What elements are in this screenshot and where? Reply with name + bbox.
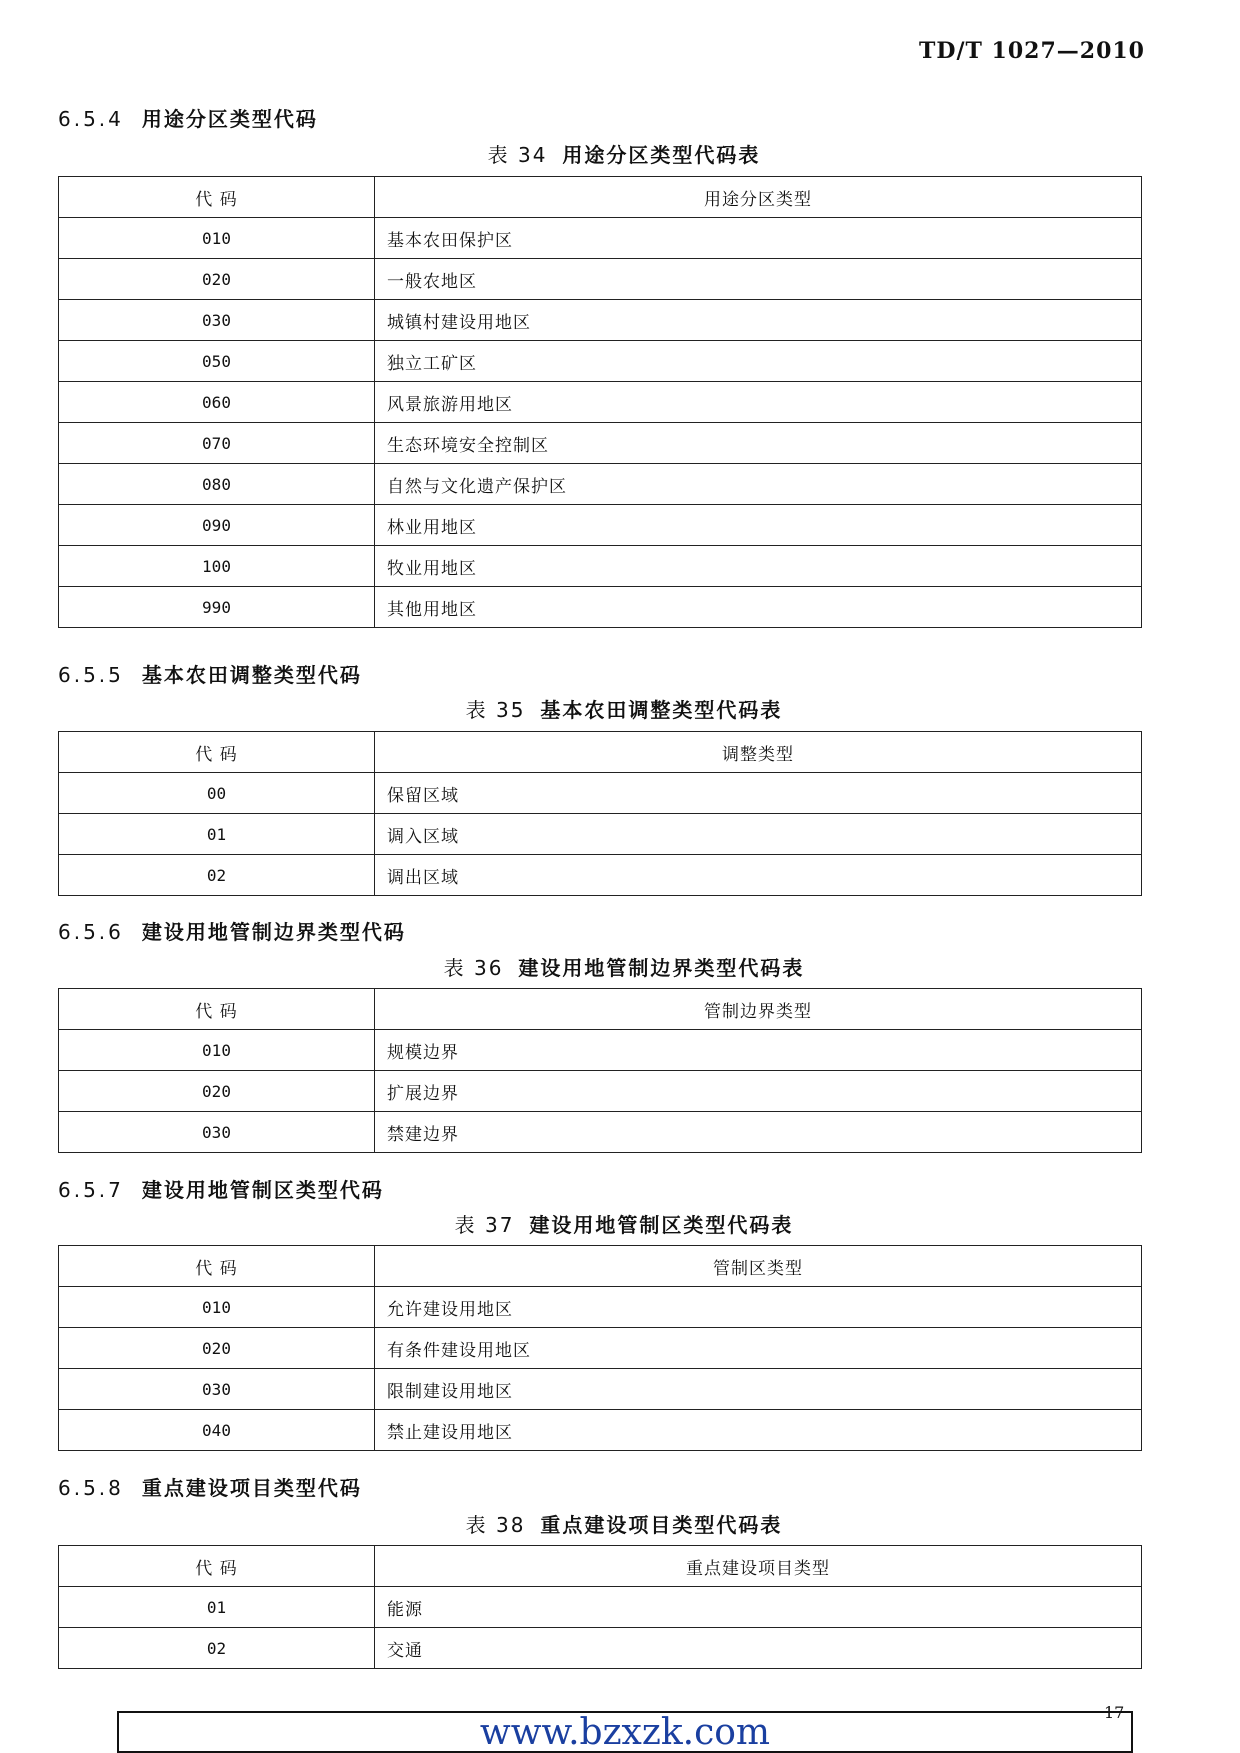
table-row: 070 生态环境安全控制区 [59, 423, 1142, 464]
table-row: 00 保留区域 [59, 773, 1142, 814]
header-type: 管制区类型 [375, 1246, 1142, 1287]
table-row: 100 牧业用地区 [59, 546, 1142, 587]
table-row: 080 自然与文化遗产保护区 [59, 464, 1142, 505]
table-row: 030 城镇村建设用地区 [59, 300, 1142, 341]
table-row: 020 扩展边界 [59, 1071, 1142, 1112]
table-header-row [59, 989, 1142, 1030]
standard-number: TD/T 1027—2010 [919, 38, 1145, 64]
table-caption: 表 37 建设用地管制区类型代码表 [454, 1213, 794, 1237]
header-type: 用途分区类型 [375, 177, 1142, 218]
header-code: 代 码 [59, 732, 375, 773]
table-row: 090 林业用地区 [59, 505, 1142, 546]
table-row: 01 调入区域 [59, 814, 1142, 855]
header-code: 代 码 [59, 1246, 375, 1287]
table-36 [58, 988, 1142, 1153]
table-caption: 表 38 重点建设项目类型代码表 [465, 1513, 783, 1537]
table-header-row [59, 732, 1142, 773]
page-number: 17 [1104, 1703, 1125, 1722]
table-header-row [59, 1246, 1142, 1287]
table-row: 010 规模边界 [59, 1030, 1142, 1071]
table-37 [58, 1245, 1142, 1451]
header-type: 管制边界类型 [375, 989, 1142, 1030]
table-caption: 表 35 基本农田调整类型代码表 [465, 698, 783, 722]
table-34 [58, 176, 1142, 628]
table-row: 02 交通 [59, 1628, 1142, 1669]
table-row: 060 风景旅游用地区 [59, 382, 1142, 423]
table-row: 050 独立工矿区 [59, 341, 1142, 382]
table-38 [58, 1545, 1142, 1669]
header-code: 代 码 [59, 989, 375, 1030]
table-header-row [59, 1546, 1142, 1587]
section-heading: 6.5.5 基本农田调整类型代码 [58, 663, 362, 687]
table-35 [58, 731, 1142, 896]
table-row: 030 禁建边界 [59, 1112, 1142, 1153]
header-code: 代 码 [59, 1546, 375, 1587]
section-heading: 6.5.4 用途分区类型代码 [58, 107, 318, 131]
table-row: 030 限制建设用地区 [59, 1369, 1142, 1410]
table-header-row [59, 177, 1142, 218]
section-heading: 6.5.7 建设用地管制区类型代码 [58, 1178, 384, 1202]
table-row: 990 其他用地区 [59, 587, 1142, 628]
table-caption: 表 34 用途分区类型代码表 [487, 143, 761, 167]
header-type: 重点建设项目类型 [375, 1546, 1142, 1587]
table-row: 02 调出区域 [59, 855, 1142, 896]
table-row: 010 允许建设用地区 [59, 1287, 1142, 1328]
section-heading: 6.5.8 重点建设项目类型代码 [58, 1476, 362, 1500]
table-row: 01 能源 [59, 1587, 1142, 1628]
watermark-link[interactable]: www.bzxzk.com [117, 1711, 1133, 1753]
header-type: 调整类型 [375, 732, 1142, 773]
section-heading: 6.5.6 建设用地管制边界类型代码 [58, 920, 406, 944]
table-row: 020 一般农地区 [59, 259, 1142, 300]
table-row: 020 有条件建设用地区 [59, 1328, 1142, 1369]
table-row: 040 禁止建设用地区 [59, 1410, 1142, 1451]
table-caption: 表 36 建设用地管制边界类型代码表 [443, 956, 805, 980]
table-row: 010 基本农田保护区 [59, 218, 1142, 259]
header-code: 代 码 [59, 177, 375, 218]
